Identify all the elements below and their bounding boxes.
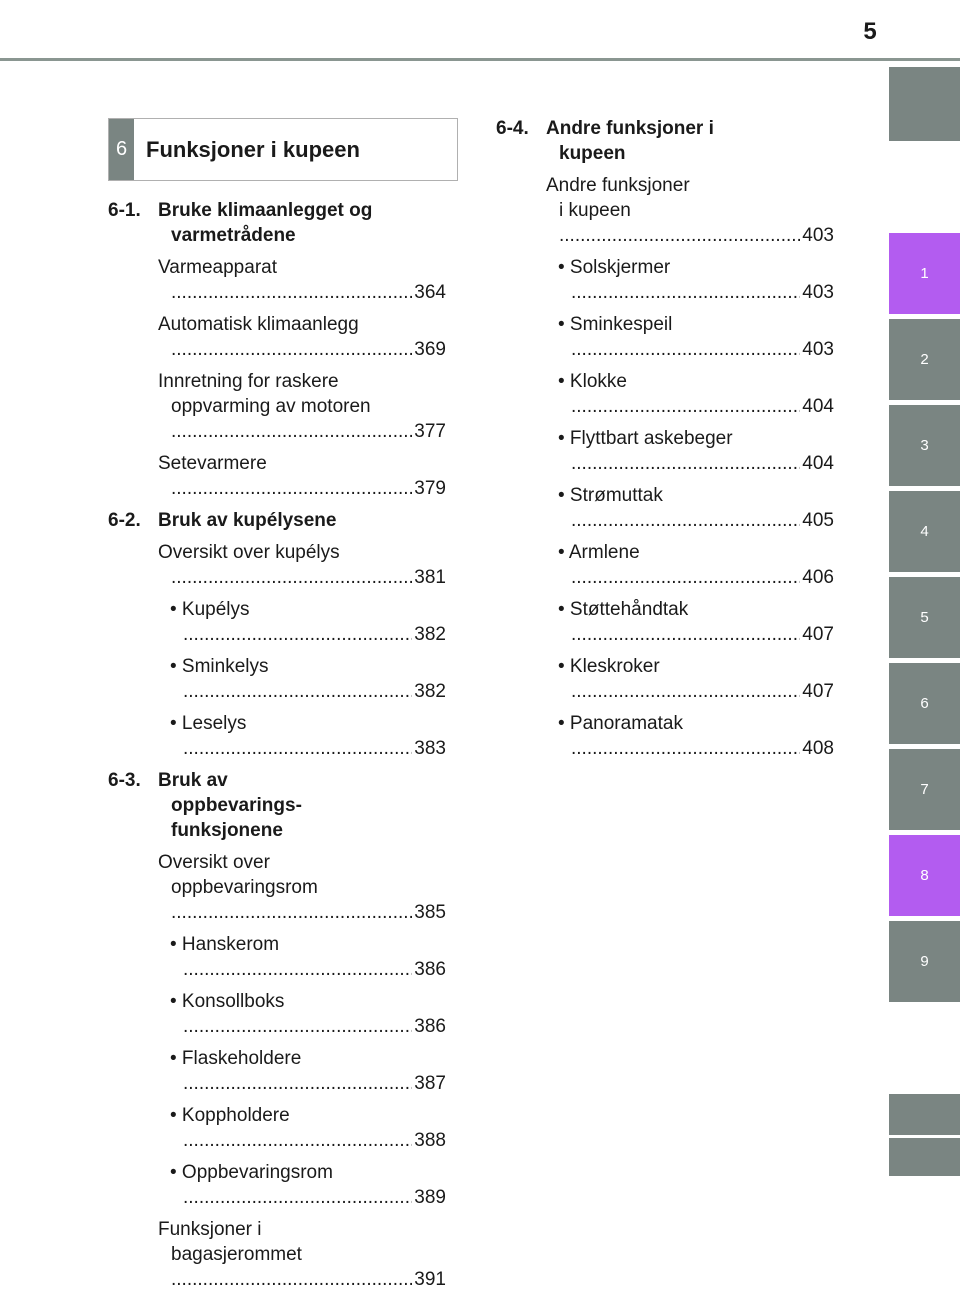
toc-entry[interactable]: • Strømuttak ..... 405 [558,483,834,533]
toc-entry[interactable]: • Sminkelys ..... 382 [170,654,446,704]
chapter-heading[interactable] [108,508,446,533]
page-ref: 382 [414,681,446,702]
page-ref: 404 [802,453,834,474]
chapter-number: 6-2. [108,510,141,531]
chapter-tab-label: 6 [920,695,929,712]
toc-entry[interactable]: Innretning for raskere oppvarming av motoren ..... 377 [158,369,446,444]
section-number: 6 [109,119,134,180]
page-ref: 387 [414,1073,446,1094]
page-ref: 369 [414,339,446,360]
toc-entry[interactable]: Setevarmere ..... 379 [158,451,446,501]
chapter-tab-label: 8 [920,867,929,884]
chapter-heading[interactable] [108,768,446,843]
page-ref: 407 [802,624,834,645]
page-ref: 389 [414,1187,446,1208]
toc-entry[interactable]: • Koppholdere ..... 388 [170,1103,446,1153]
page-number: 5 [863,18,877,45]
toc-entry[interactable]: • Leselys ..... 383 [170,711,446,761]
toc-entry[interactable]: • Hanskerom ..... 386 [170,932,446,982]
page-ref: 404 [802,396,834,417]
chapter-tab-6[interactable] [889,663,960,744]
toc-entry[interactable]: • Klokke ..... 404 [558,369,834,419]
page-ref: 382 [414,624,446,645]
toc-entry[interactable]: Automatisk klimaanlegg ..... 369 [158,312,446,362]
toc-entry[interactable]: Andre funksjoner i kupeen ..... 403 [546,173,834,248]
toc-entry[interactable]: • Kleskroker ..... 407 [558,654,834,704]
page-ref: 403 [802,225,834,246]
chapter-tab-label: 9 [920,953,929,970]
page-ref: 405 [802,510,834,531]
blank-tab[interactable] [889,1094,960,1135]
chapter-tab-label: 5 [920,609,929,626]
chapter-tab-label: 1 [920,265,929,282]
toc-entry[interactable]: Oversikt over kupélys ..... 381 [158,540,446,590]
toc-entry[interactable]: • Armlene ..... 406 [558,540,834,590]
page-ref: 408 [802,738,834,759]
toc-entry[interactable]: Funksjoner i bagasjerommet ..... 391 [158,1217,446,1292]
chapter-heading[interactable] [108,198,446,248]
chapter-number: 6-1. [108,200,141,221]
chapter-tab-4[interactable] [889,491,960,572]
section-header [108,118,458,181]
chapter-tab-5[interactable] [889,577,960,658]
toc-entry[interactable]: • Kupélys ..... 382 [170,597,446,647]
chapter-title: Bruk av oppbevarings-funksjonene [158,770,302,841]
toc-entry[interactable]: • Støttehåndtak ..... 407 [558,597,834,647]
page-ref: 406 [802,567,834,588]
toc-entry[interactable]: • Flyttbart askebeger ..... 404 [558,426,834,476]
toc-entry[interactable]: • Panoramatak ..... 408 [558,711,834,761]
chapter-tab-label: 7 [920,781,929,798]
chapter-tab-8[interactable] [889,835,960,916]
page-ref: 388 [414,1130,446,1151]
page-ref: 385 [414,902,446,923]
chapter-tab-1[interactable] [889,233,960,314]
chapter-tab-label: 4 [920,523,929,540]
blank-tab[interactable] [889,67,960,141]
toc-right-column [496,116,834,761]
page-ref: 403 [802,339,834,360]
toc-entry[interactable]: Varmeapparat ..... 364 [158,255,446,305]
page-ref: 403 [802,282,834,303]
chapter-tab-9[interactable] [889,921,960,1002]
toc-entry[interactable]: • Konsollboks ..... 386 [170,989,446,1039]
page-ref: 364 [414,282,446,303]
page-ref: 391 [414,1269,446,1290]
chapter-title: Bruke klimaanlegget og varmetrådene [158,200,373,246]
chapter-tab-2[interactable] [889,319,960,400]
chapter-title: Bruk av kupélysene [158,510,337,531]
toc-entry[interactable]: • Oppbevaringsrom ..... 389 [170,1160,446,1210]
chapter-tab-3[interactable] [889,405,960,486]
page-ref: 383 [414,738,446,759]
toc-entry[interactable]: • Flaskeholdere ..... 387 [170,1046,446,1096]
page-ref: 386 [414,1016,446,1037]
page-ref: 377 [414,421,446,442]
page-ref: 386 [414,959,446,980]
page-ref: 381 [414,567,446,588]
chapter-number: 6-4. [496,118,529,139]
blank-tab[interactable] [889,1138,960,1176]
chapter-tab-7[interactable] [889,749,960,830]
chapter-title: Andre funksjoner i kupeen [546,118,714,164]
toc-entry[interactable]: • Sminkespeil ..... 403 [558,312,834,362]
chapter-tab-label: 2 [920,351,929,368]
toc-left-column [108,198,446,1292]
chapter-heading[interactable] [496,116,834,166]
toc-entry[interactable]: Oversikt over oppbevaringsrom ..... 385 [158,850,446,925]
chapter-number: 6-3. [108,770,141,791]
page-ref: 407 [802,681,834,702]
header-rule [0,58,960,61]
toc-entry[interactable]: • Solskjermer ..... 403 [558,255,834,305]
page-ref: 379 [414,478,446,499]
chapter-tab-label: 3 [920,437,929,454]
section-title: Funksjoner i kupeen [146,136,360,162]
